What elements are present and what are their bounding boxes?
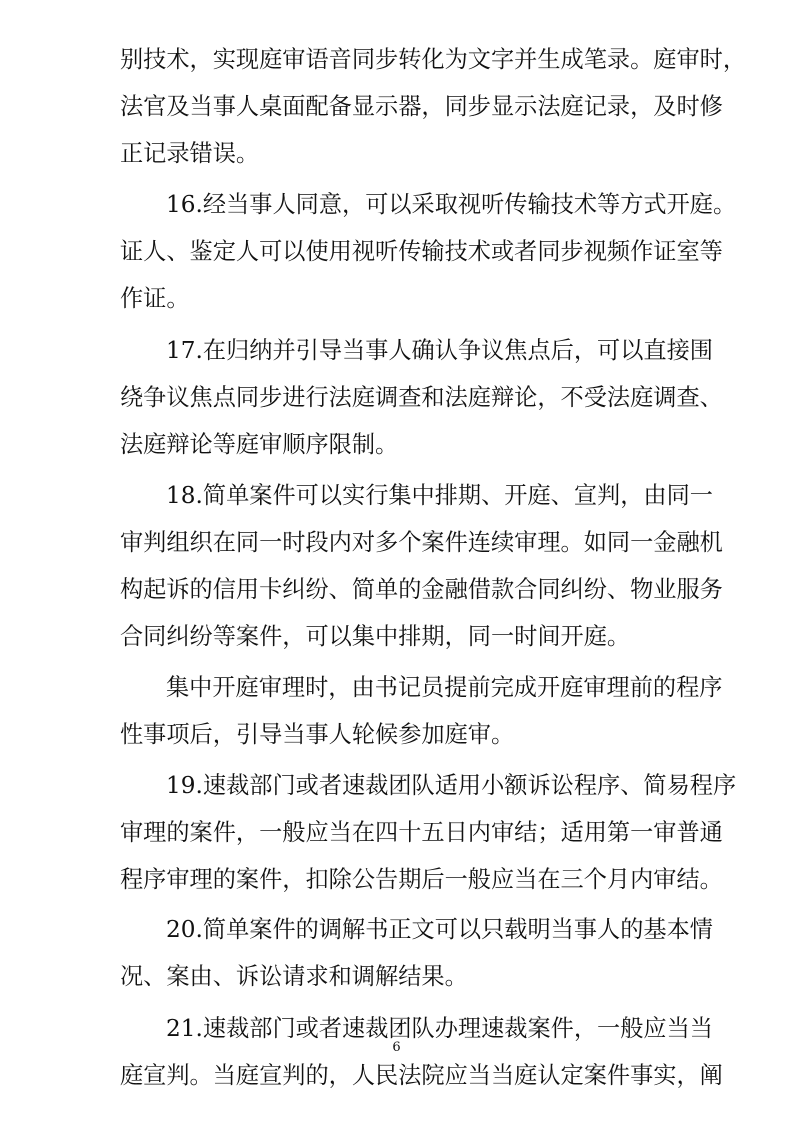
text-line-2: 法官及当事人桌面配备显示器，同步显示法庭记录，及时修 — [120, 93, 723, 120]
paragraph-19-line-1: 19.速裁部门或者速裁团队适用小额诉讼程序、简易程序 — [166, 772, 737, 799]
paragraph-18b-line-2: 性事项后，引导当事人轮候参加庭审。 — [120, 721, 515, 748]
paragraph-18-line-1: 18.简单案件可以实行集中排期、开庭、宣判，由同一 — [166, 482, 713, 509]
text-line-1: 别技术，实现庭审语音同步转化为文字并生成笔录。庭审时， — [120, 46, 747, 73]
paragraph-16-line-1: 16.经当事人同意，可以采取视听传输技术等方式开庭。 — [166, 191, 737, 218]
paragraph-18-line-3: 构起诉的信用卡纠纷、简单的金融借款合同纠纷、物业服务 — [120, 576, 723, 603]
paragraph-18b-line-1: 集中开庭审理时，由书记员提前完成开庭审理前的程序 — [166, 674, 723, 701]
page-number: 6 — [392, 1040, 401, 1055]
paragraph-20-line-1: 20.简单案件的调解书正文可以只载明当事人的基本情 — [166, 916, 713, 943]
paragraph-21-line-2: 庭宣判。当庭宣判的，人民法院应当当庭认定案件事实，阐 — [120, 1062, 723, 1089]
paragraph-19-line-3: 程序审理的案件，扣除公告期后一般应当在三个月内审结。 — [120, 866, 723, 893]
paragraph-17-line-2: 绕争议焦点同步进行法庭调查和法庭辩论，不受法庭调查、 — [120, 384, 723, 411]
paragraph-19-line-2: 审理的案件，一般应当在四十五日内审结；适用第一审普通 — [120, 819, 723, 846]
paragraph-16-line-3: 作证。 — [120, 285, 190, 312]
paragraph-17-line-1: 17.在归纳并引导当事人确认争议焦点后，可以直接围 — [166, 337, 713, 364]
paragraph-20-line-2: 况、案由、诉讼请求和调解结果。 — [120, 963, 468, 990]
paragraph-21-line-1: 21.速裁部门或者速裁团队办理速裁案件，一般应当当 — [166, 1015, 713, 1042]
paragraph-17-line-3: 法庭辩论等庭审顺序限制。 — [120, 431, 399, 458]
text-line-3: 正记录错误。 — [120, 140, 260, 167]
paragraph-18-line-4: 合同纠纷等案件，可以集中排期，同一时间开庭。 — [120, 623, 631, 650]
paragraph-16-line-2: 证人、鉴定人可以使用视听传输技术或者同步视频作证室等 — [120, 238, 723, 265]
paragraph-18-line-2: 审判组织在同一时段内对多个案件连续审理。如同一金融机 — [120, 529, 723, 556]
